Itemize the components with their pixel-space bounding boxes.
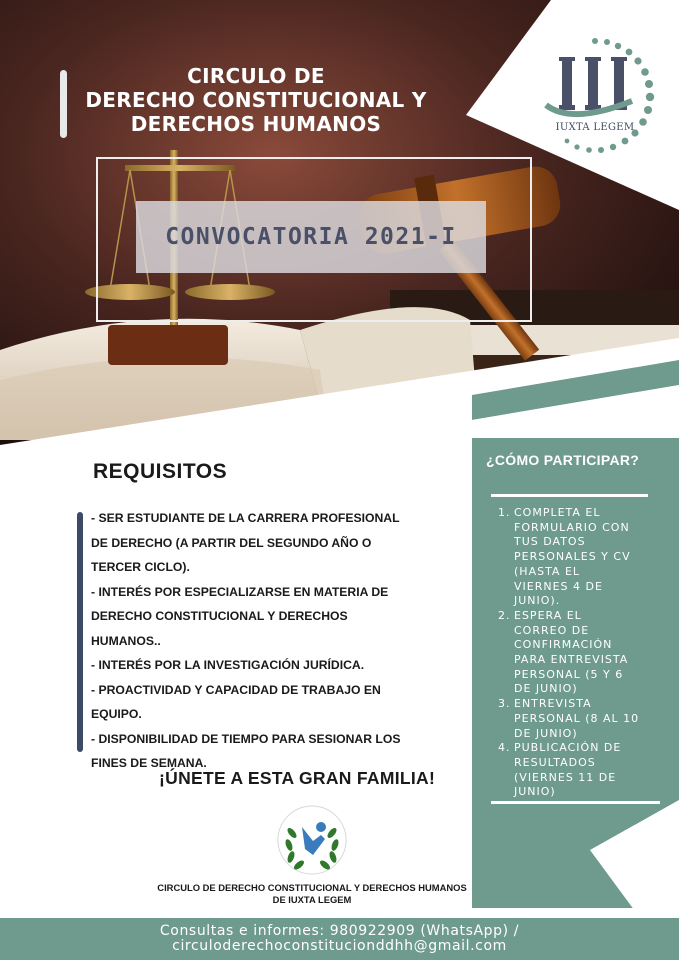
footer-phone: Consultas e informes: 980922909 (WhatsApp) / [159, 923, 520, 939]
organization-name-line-1: CIRCULO DE DERECHO CONSTITUCIONAL Y DERECHOS HUMANOS [157, 882, 467, 893]
list-item: - INTERÉS POR LA INVESTIGACIÓN JURÍDICA. [91, 658, 365, 672]
participar-divider-bottom [491, 801, 660, 804]
participar-divider-top [491, 494, 648, 497]
list-item: VIERNES 4 DE [514, 579, 603, 593]
list-item: - INTERÉS POR ESPECIALIZARSE EN MATERIA DE [91, 584, 389, 599]
footer-contact [0, 924, 679, 953]
list-item: PERSONAL (5 Y 6 [514, 667, 624, 681]
title-line-3: DERECHOS HUMANOS [130, 112, 382, 136]
list-item: TERCER CICLO). [91, 560, 190, 574]
list-item: DE JUNIO) [514, 726, 578, 740]
list-item: 4. PUBLICACIÓN DE [498, 741, 622, 755]
list-item: RESULTADOS [514, 755, 596, 769]
list-item: TUS DATOS [514, 535, 586, 549]
list-item: PARA ENTREVISTA [514, 653, 629, 667]
list-item: CORREO DE [514, 623, 590, 637]
list-item: 2. ESPERA EL [498, 608, 582, 622]
list-item: HUMANOS.. [91, 633, 161, 648]
requisitos-title: REQUISITOS [93, 460, 228, 483]
list-item: - SER ESTUDIANTE DE LA CARRERA PROFESIONAL [91, 511, 400, 525]
list-item: - DISPONIBILIDAD DE TIEMPO PARA SESIONAR LOS [91, 731, 401, 746]
logo-label: IUXTA LEGEM [555, 122, 635, 133]
footer-email[interactable]: circuloderechoconstitucionddhh@gmail.com [172, 937, 507, 954]
list-item: FORMULARIO CON [514, 520, 630, 534]
list-item: - PROACTIVIDAD Y CAPACIDAD DE TRABAJO EN [91, 682, 381, 697]
organization-name [130, 882, 494, 905]
list-item: PERSONALES Y CV [514, 550, 631, 564]
organization-name-line-2: DE IUXTA LEGEM [272, 893, 352, 905]
list-item: PERSONAL (8 AL 10 [514, 711, 640, 725]
join-call-to-action: ¡ÚNETE A ESTA GRAN FAMILIA! [159, 768, 436, 788]
laurel-hand-emblem [277, 805, 347, 875]
list-item: EQUIPO. [91, 707, 142, 721]
list-item: DERECHO CONSTITUCIONAL Y DERECHOS [91, 609, 348, 623]
participar-steps [498, 506, 658, 800]
list-item: (HASTA EL [514, 564, 581, 578]
list-item: (VIERNES 11 DE [514, 770, 617, 784]
list-item: DE JUNIO) [514, 682, 578, 696]
list-item: 1. COMPLETA EL [498, 506, 601, 519]
list-item: DE DERECHO (A PARTIR DEL SEGUNDO AÑO O [91, 535, 372, 550]
list-item: FINES DE SEMANA. [91, 756, 207, 770]
participar-title: ¿CÓMO PARTICIPAR? [486, 452, 640, 468]
title-line-1: CIRCULO DE [187, 64, 325, 88]
list-item: JUNIO) [514, 785, 556, 799]
list-item: JUNIO). [514, 594, 561, 608]
list-item: 3. ENTREVISTA [498, 697, 592, 711]
convocatoria-label: CONVOCATORIA 2021-I [165, 224, 457, 250]
title-line-2: DERECHO CONSTITUCIONAL Y [85, 88, 427, 112]
list-item: CONFIRMACIÓN [514, 638, 613, 652]
